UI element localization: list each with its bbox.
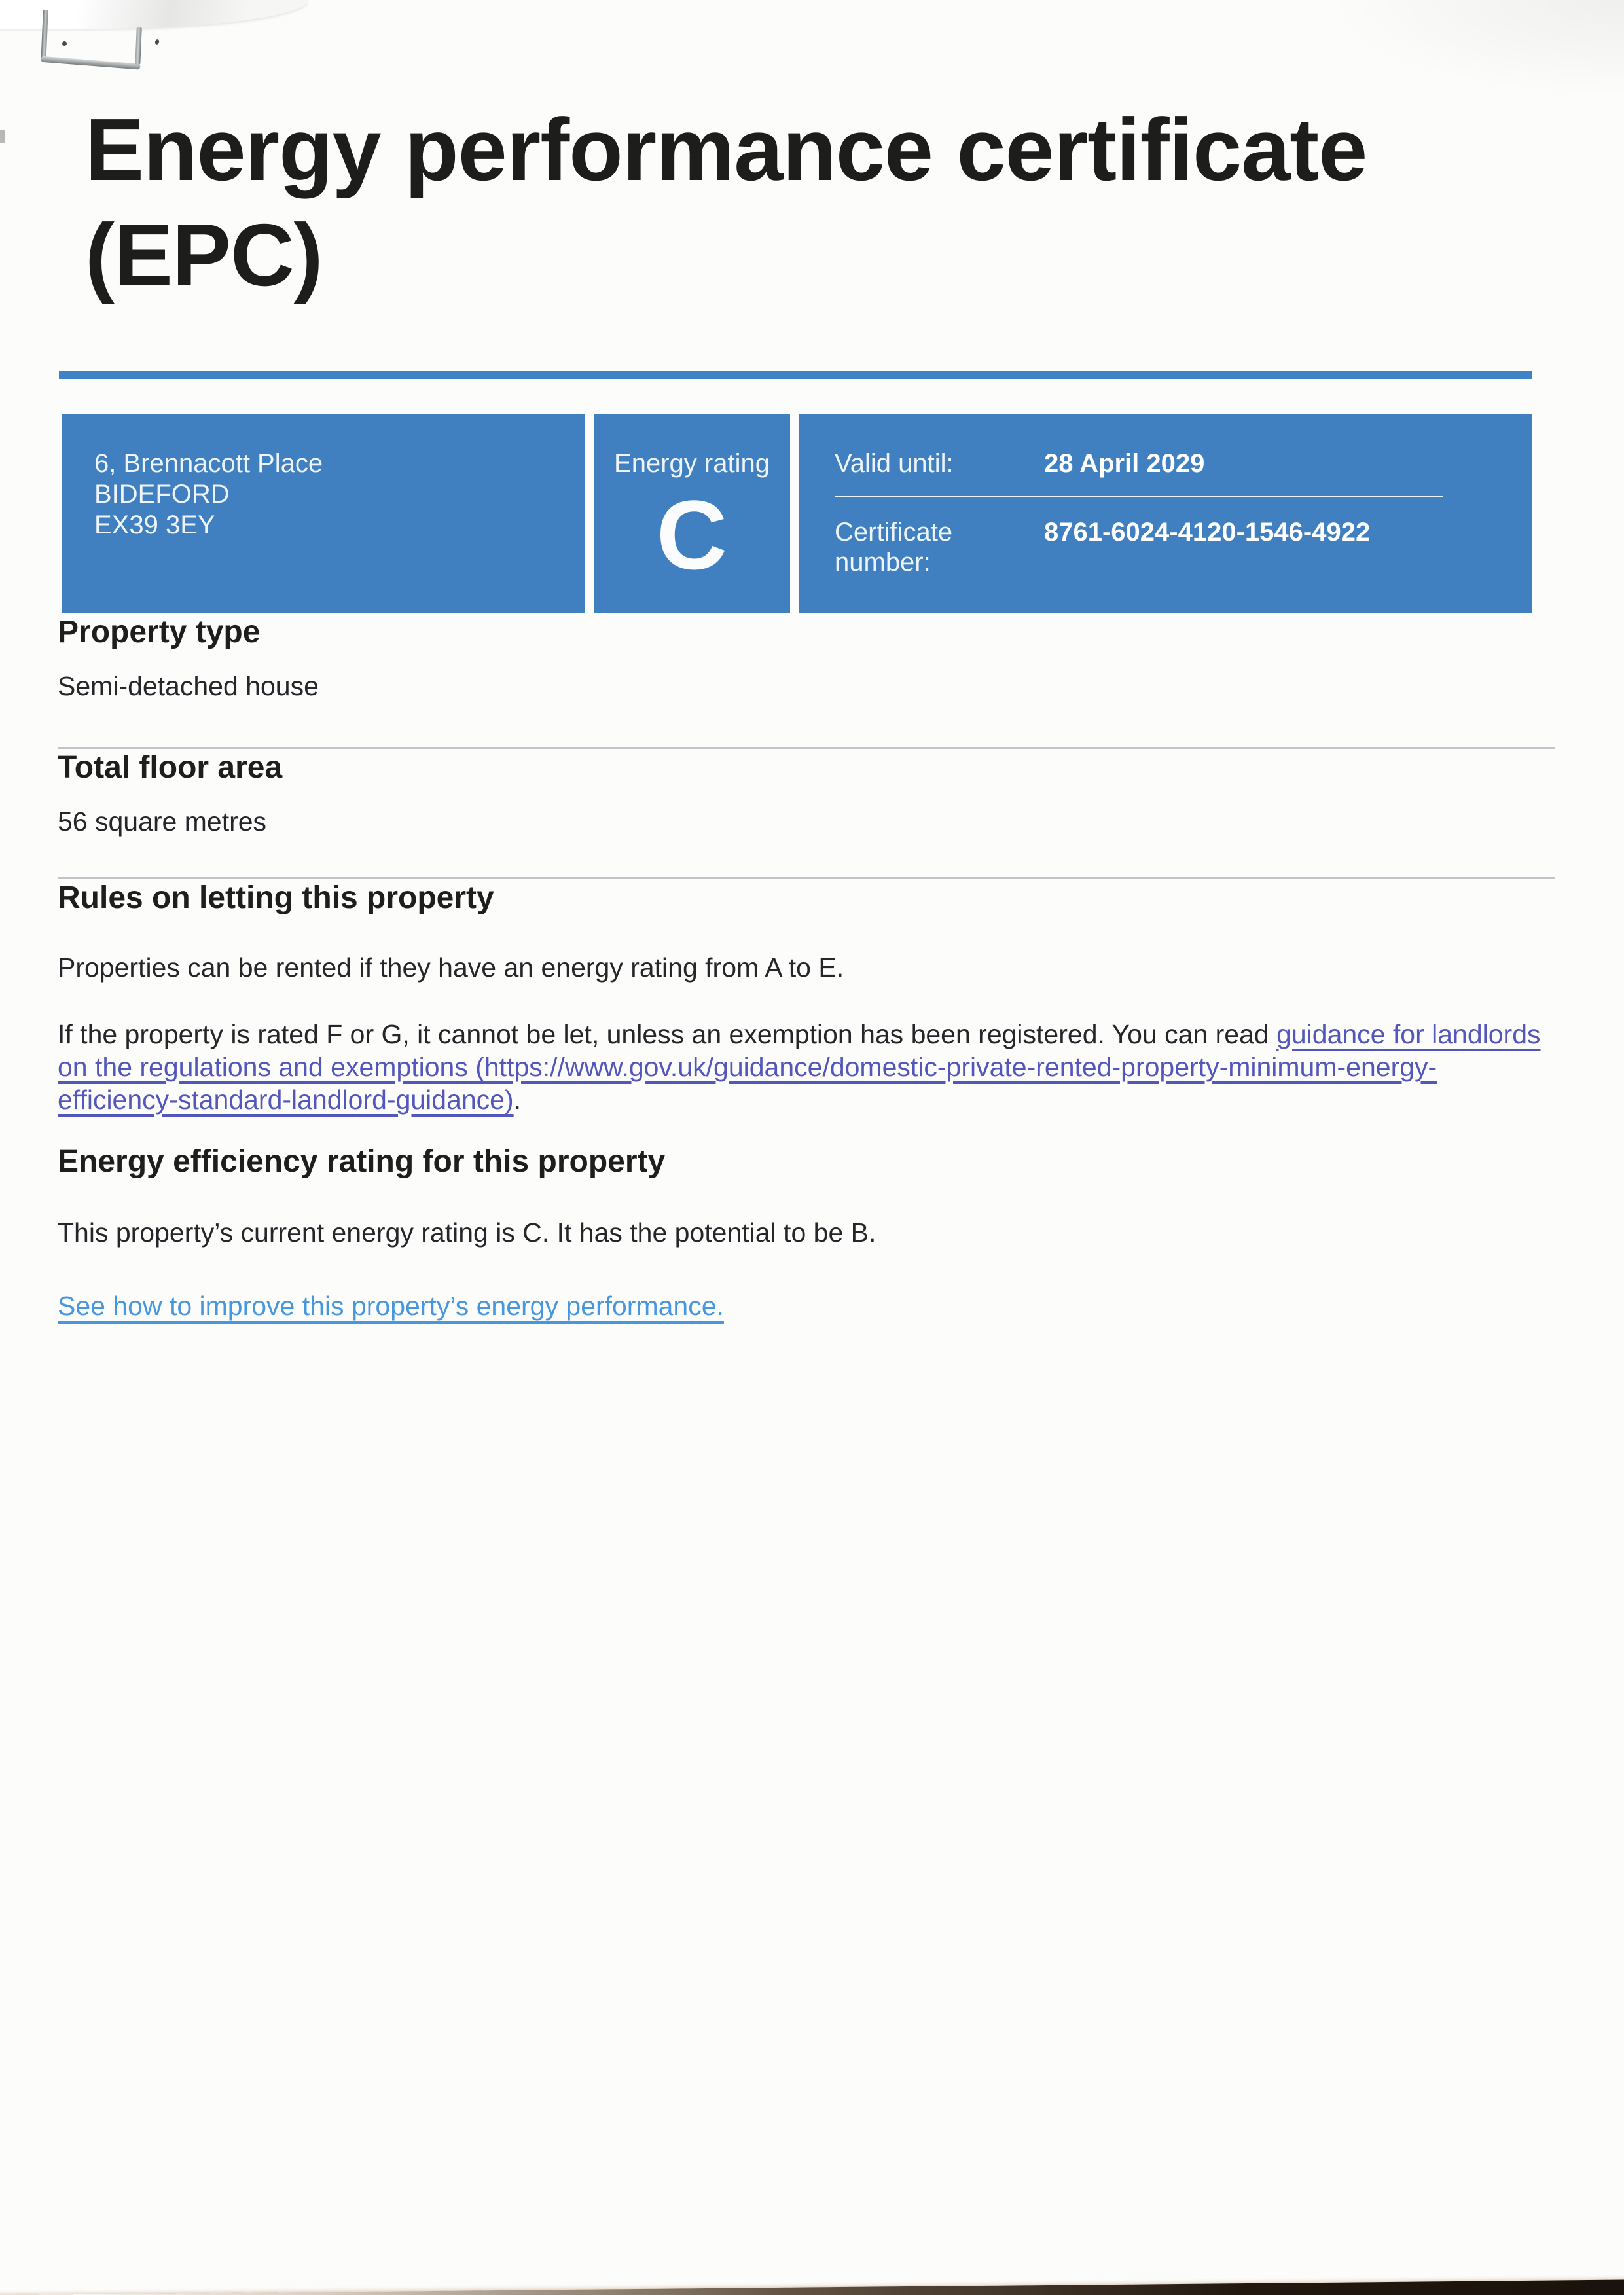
scan-haze-artifact	[1323, 0, 1624, 98]
property-type-heading: Property type	[58, 615, 261, 649]
floor-area-heading: Total floor area	[58, 750, 283, 785]
staple	[41, 10, 142, 67]
property-type-value: Semi-detached house	[58, 671, 319, 701]
address-line-1: 6, Brennacott Place	[94, 449, 323, 478]
efficiency-paragraph: This property’s current energy rating is C. It has the potential to be B.	[58, 1218, 876, 1248]
certificate-number-value: 8761-6024-4120-1546-4922	[1044, 518, 1371, 547]
exemption-text-suffix: .	[513, 1085, 522, 1115]
valid-until-label: Valid until:	[835, 449, 954, 478]
certificate-number-label: Certificate number:	[835, 518, 953, 577]
page-title: Energy performance certificate (EPC)	[85, 100, 1367, 304]
staple-hole-mark	[154, 39, 160, 45]
rules-heading: Rules on letting this property	[58, 880, 494, 915]
staple-bar	[41, 56, 140, 70]
floor-area-value: 56 square metres	[58, 806, 267, 837]
landlord-guidance-link[interactable]: guidance for landlords on the regulations and exemptions (https://www.gov.uk/guidance/domestic-private-rented-property-minimum-energy-efficiency-standard-landlord-guidance)	[58, 1019, 1541, 1115]
staple-hole-mark	[62, 41, 67, 46]
validity-box	[799, 414, 1532, 613]
exemption-text-prefix: If the property is rated F or G, it cannot be let, unless an exemption has been registered. You can read	[58, 1019, 1277, 1049]
efficiency-heading: Energy efficiency rating for this property	[58, 1144, 666, 1179]
address-line-2: BIDEFORD	[94, 480, 230, 509]
valid-until-value: 28 April 2029	[1044, 449, 1205, 478]
property-address	[62, 414, 585, 613]
scan-edge-mark	[0, 130, 5, 143]
validity-divider	[835, 496, 1443, 497]
rules-paragraph-exemption	[58, 1018, 1543, 1116]
improve-performance-link[interactable]: See how to improve this property’s energy performance.	[58, 1291, 724, 1321]
improve-link-row	[58, 1290, 1555, 1322]
staple-right-prong	[135, 27, 142, 65]
title-rule	[59, 371, 1532, 379]
rules-paragraph-rent: Properties can be rented if they have an energy rating from A to E.	[58, 952, 844, 983]
summary-banner	[62, 414, 1532, 613]
address-line-3: EX39 3EY	[94, 511, 215, 539]
scanner-edge-shadow	[0, 2279, 1624, 2295]
energy-rating-value: C	[656, 480, 728, 590]
energy-rating-label: Energy rating	[614, 449, 770, 478]
energy-rating-box	[594, 414, 790, 613]
